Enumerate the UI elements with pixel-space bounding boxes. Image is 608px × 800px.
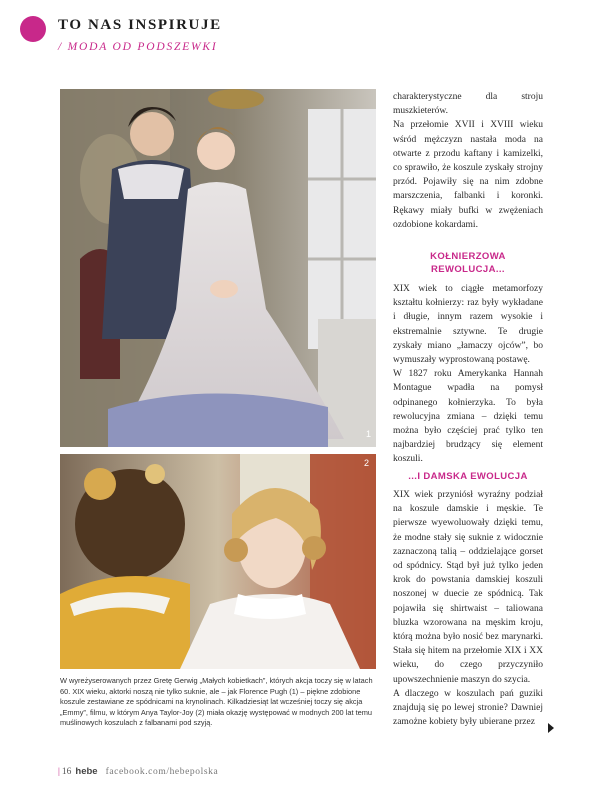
section-heading: KOŁNIERZOWA REWOLUCJA... [430,251,506,275]
paragraph: A dlaczego w koszulach pań guziki znajdują się po lewej stronie? Dawniej zamożne kobiety były ubierane przez [393,688,543,728]
continue-arrow-icon [548,723,554,733]
paragraph: XIX wiek to ciągłe metamorfozy kształtu kołnierzy: raz były wykładane i długie, innym razem wysokie i ekstremalnie sztywne. Te drugie zyskały miano „łamaczy ojców”, bo wymuszały wyprostowaną postawę. [393,284,543,366]
photo-2-illustration [60,454,376,669]
section-heading: ...I DAMSKA EWOLUCJA [408,471,528,482]
photo-1-illustration [60,89,376,447]
paragraph: XIX wiek przyniósł wyraźny podział na koszule damskie i męskie. Te pierwsze wyewoluowały dzięki temu, że modne stały się suknie z widocznie zaznaczoną talią – oddzielające gorset od spódnicy. Stąd był już tylko jeden krok do powstania damskiej koszuli noszonej w duecie ze spódnicą. Tak pojawiła się shirtwaist – taliowana bluzka wzorowana na męskim kroju, którą można było nosić bez marynarki. Stała się hitem na przełomie XIX i XX wieku, do czego przyczyniło upowszechnienie maszyn do szycia. [393,490,543,685]
photo-caption: W wyreżyserowanych przez Gretę Gerwig „Małych kobietkach”, których akcja toczy się w latach 60. XIX wieku, aktorki noszą nie tylko suknie, ale – jak Florence Pugh (1) – piękne zdobione koszule zestawiane ze spódnicami na krynolinach. Kilkadziesiąt lat wcześniej toczy się akcja „Emmy”, filmu, w którym Anya Taylor-Joy (2) miała okazję występować w modnych 200 lat temu muślinowych koszulach z falbanami pod szyją. [60,676,373,728]
photo-number: 1 [366,429,372,439]
page-number: 16 [61,767,72,777]
section-dot-icon [20,16,46,42]
paragraph: Na przełomie XVII i XVIII wieku wśród mężczyzn nastała moda na otwarte z przodu kaftany i kamizelki, co sprawiło, że koszule zyskały strojny przód. Pojawiły się na nim zdobne marszczenia, falbanki i koronki. Rękawy miały bufki w zwężeniach ozdobione kokardami. [393,120,543,230]
article-section-2 [393,488,543,729]
facebook-link[interactable]: facebook.com/hebepolska [105,767,219,777]
article-intro [393,90,543,232]
photo-anya-taylor-joy [60,454,376,669]
photo-florence-pugh [60,89,376,447]
brand-logo: hebe [75,766,98,777]
article-section-1 [393,282,543,467]
photo-number: 2 [364,458,370,468]
paragraph: W 1827 roku Amerykanka Hannah Montague wpadła na pomysł odpinanego kołnierzyka. To była rewolucyjna zmiana – dzięki temu można było częściej prać tylko ten najbardziej brudzący się element koszuli. [393,369,543,465]
paragraph: charakterystyczne dla stroju muszkieterów. [393,92,543,117]
section-subtitle: / MODA OD PODSZEWKI [58,41,218,53]
section-title: TO NAS INSPIRUJE [58,17,222,33]
footer-bar: | [58,767,60,777]
page-footer [58,766,218,777]
